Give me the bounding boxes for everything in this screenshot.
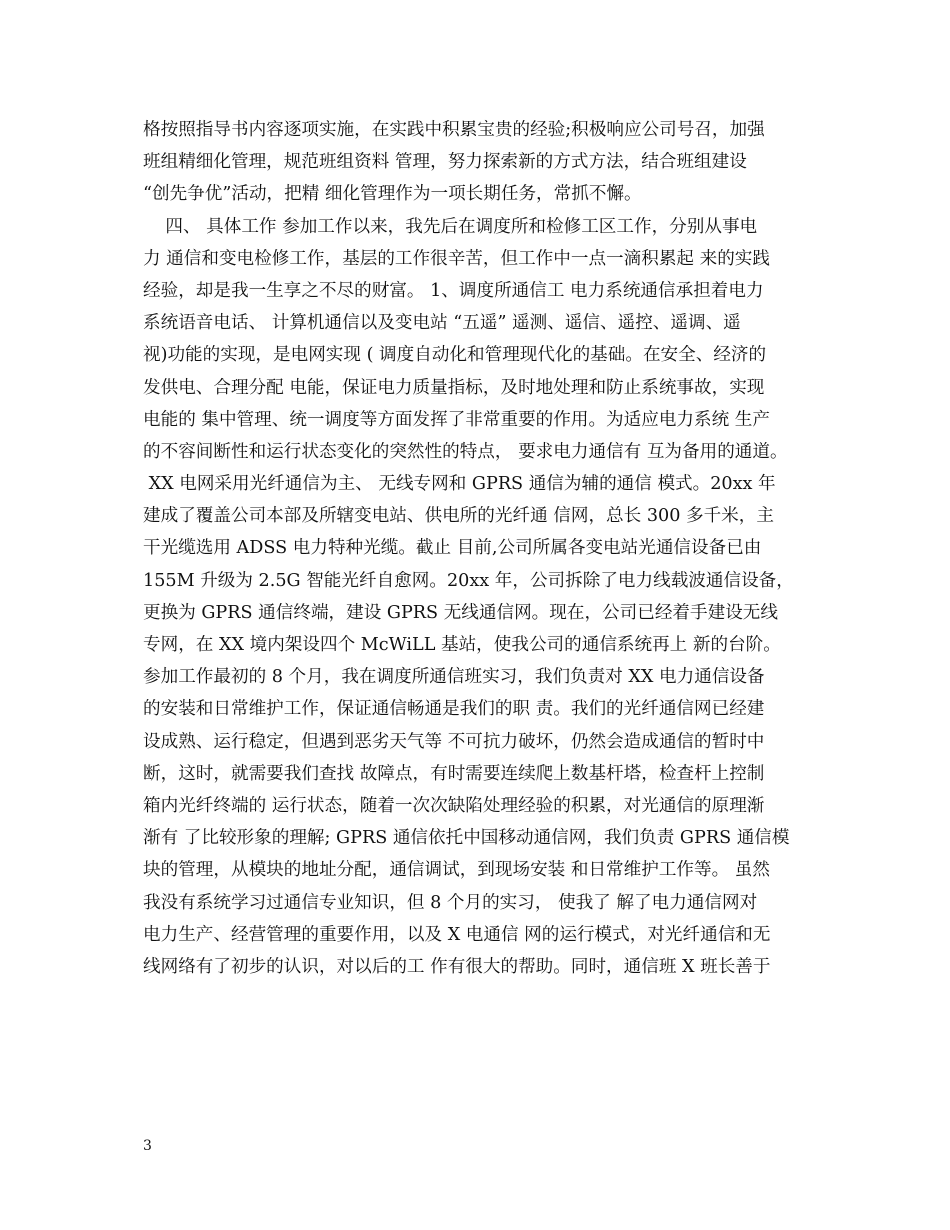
text-line: 建成了覆盖公司本部及所辖变电站、供电所的光纤通 信网，总长 300 多千米，主 <box>143 506 774 527</box>
text-line: 视)功能的实现，是电网实现 ( 调度自动化和管理现代化的基础。在安全、经济的 <box>143 345 767 366</box>
text-line: 更换为 GPRS 通信终端，建设 GPRS 无线通信网。现在，公司已经着手建设无线 <box>143 602 778 623</box>
text-line: 的不容间断性和运行状态变化的突然性的特点， 要求电力通信有 互为备用的通道。 <box>143 441 788 462</box>
text-line: 的安装和日常维护工作，保证通信畅通是我们的职 责。我们的光纤通信网已经建 <box>143 699 765 720</box>
text-line: “创先争优”活动，把精 细化管理作为一项长期任务，常抓不懈。 <box>143 184 642 205</box>
text-line: 箱内光纤终端的 运行状态，随着一次次缺陷处理经验的积累，对光通信的原理渐 <box>143 795 765 816</box>
text-line: 格按照指导书内容逐项实施，在实践中积累宝贵的经验;积极响应公司号召，加强 <box>143 120 765 140</box>
text-line: 155M 升级为 2.5G 智能光纤自愈网。20xx 年，公司拆除了电力线载波通信设备， <box>143 570 794 591</box>
page-number: 3 <box>143 1138 152 1154</box>
text-line: 块的管理，从模块的地址分配，通信调试，到现场安装 和日常维护工作等。 虽然 <box>143 860 770 881</box>
text-line: 我没有系统学习过通信专业知识，但 8 个月的实习， 使我了 解了电力通信网对 <box>143 892 758 913</box>
text-line: XX 电网采用光纤通信为主、 无线专网和 GPRS 通信为辅的通信 模式。20xx 年 <box>143 474 776 495</box>
text-line: 线网络有了初步的认识，对以后的工 作有很大的帮助。同时，通信班 X 班长善于 <box>143 956 771 977</box>
text-line: 断，这时，就需要我们查找 故障点，有时需要连续爬上数基杆塔，检查杆上控制 <box>143 763 765 784</box>
text-line: 经验，却是我一生享之不尽的财富。 1、调度所通信工 电力系统通信承担着电力 <box>143 280 764 301</box>
text-line: 设成熟、运行稳定，但遇到恶劣天气等 不可抗力破坏，仍然会造成通信的暂时中 <box>143 731 765 752</box>
text-line: 参加工作最初的 8 个月，我在调度所通信班实习，我们负责对 XX 电力通信设备 <box>143 667 765 688</box>
text-line: 系统语音电话、 计算机通信以及变电站 “五遥” 遥测、遥信、遥控、遥调、遥 <box>143 313 741 334</box>
text-line: 电力生产、经营管理的重要作用，以及 X 电通信 网的运行模式，对光纤通信和无 <box>143 924 771 945</box>
text-line: 发供电、合理分配 电能，保证电力质量指标，及时地处理和防止系统事故，实现 <box>143 377 765 398</box>
text-line: 电能的 集中管理、统一调度等方面发挥了非常重要的作用。为适应电力系统 生产 <box>143 409 770 430</box>
body-text <box>143 114 823 983</box>
text-line: 干光缆选用 ADSS 电力特种光缆。截止 目前,公司所属各变电站光通信设备已由 <box>143 538 762 559</box>
text-line: 力 通信和变电检修工作，基层的工作很辛苦，但工作中一点一滴积累起 来的实践 <box>143 248 770 269</box>
text-line: 班组精细化管理，规范班组资料 管理，努力探索新的方式方法，结合班组建设 <box>143 152 747 173</box>
text-line: 专网，在 XX 境内架设四个 McWiLL 基站，使我公司的通信系统再上 新的台阶。 <box>143 635 781 655</box>
text-line: 四、 具体工作 参加工作以来，我先后在调度所和检修工区工作，分别从事电 <box>143 216 758 237</box>
text-line: 渐有 了比较形象的理解; GPRS 通信依托中国移动通信网，我们负责 GPRS 通信模 <box>143 828 790 849</box>
